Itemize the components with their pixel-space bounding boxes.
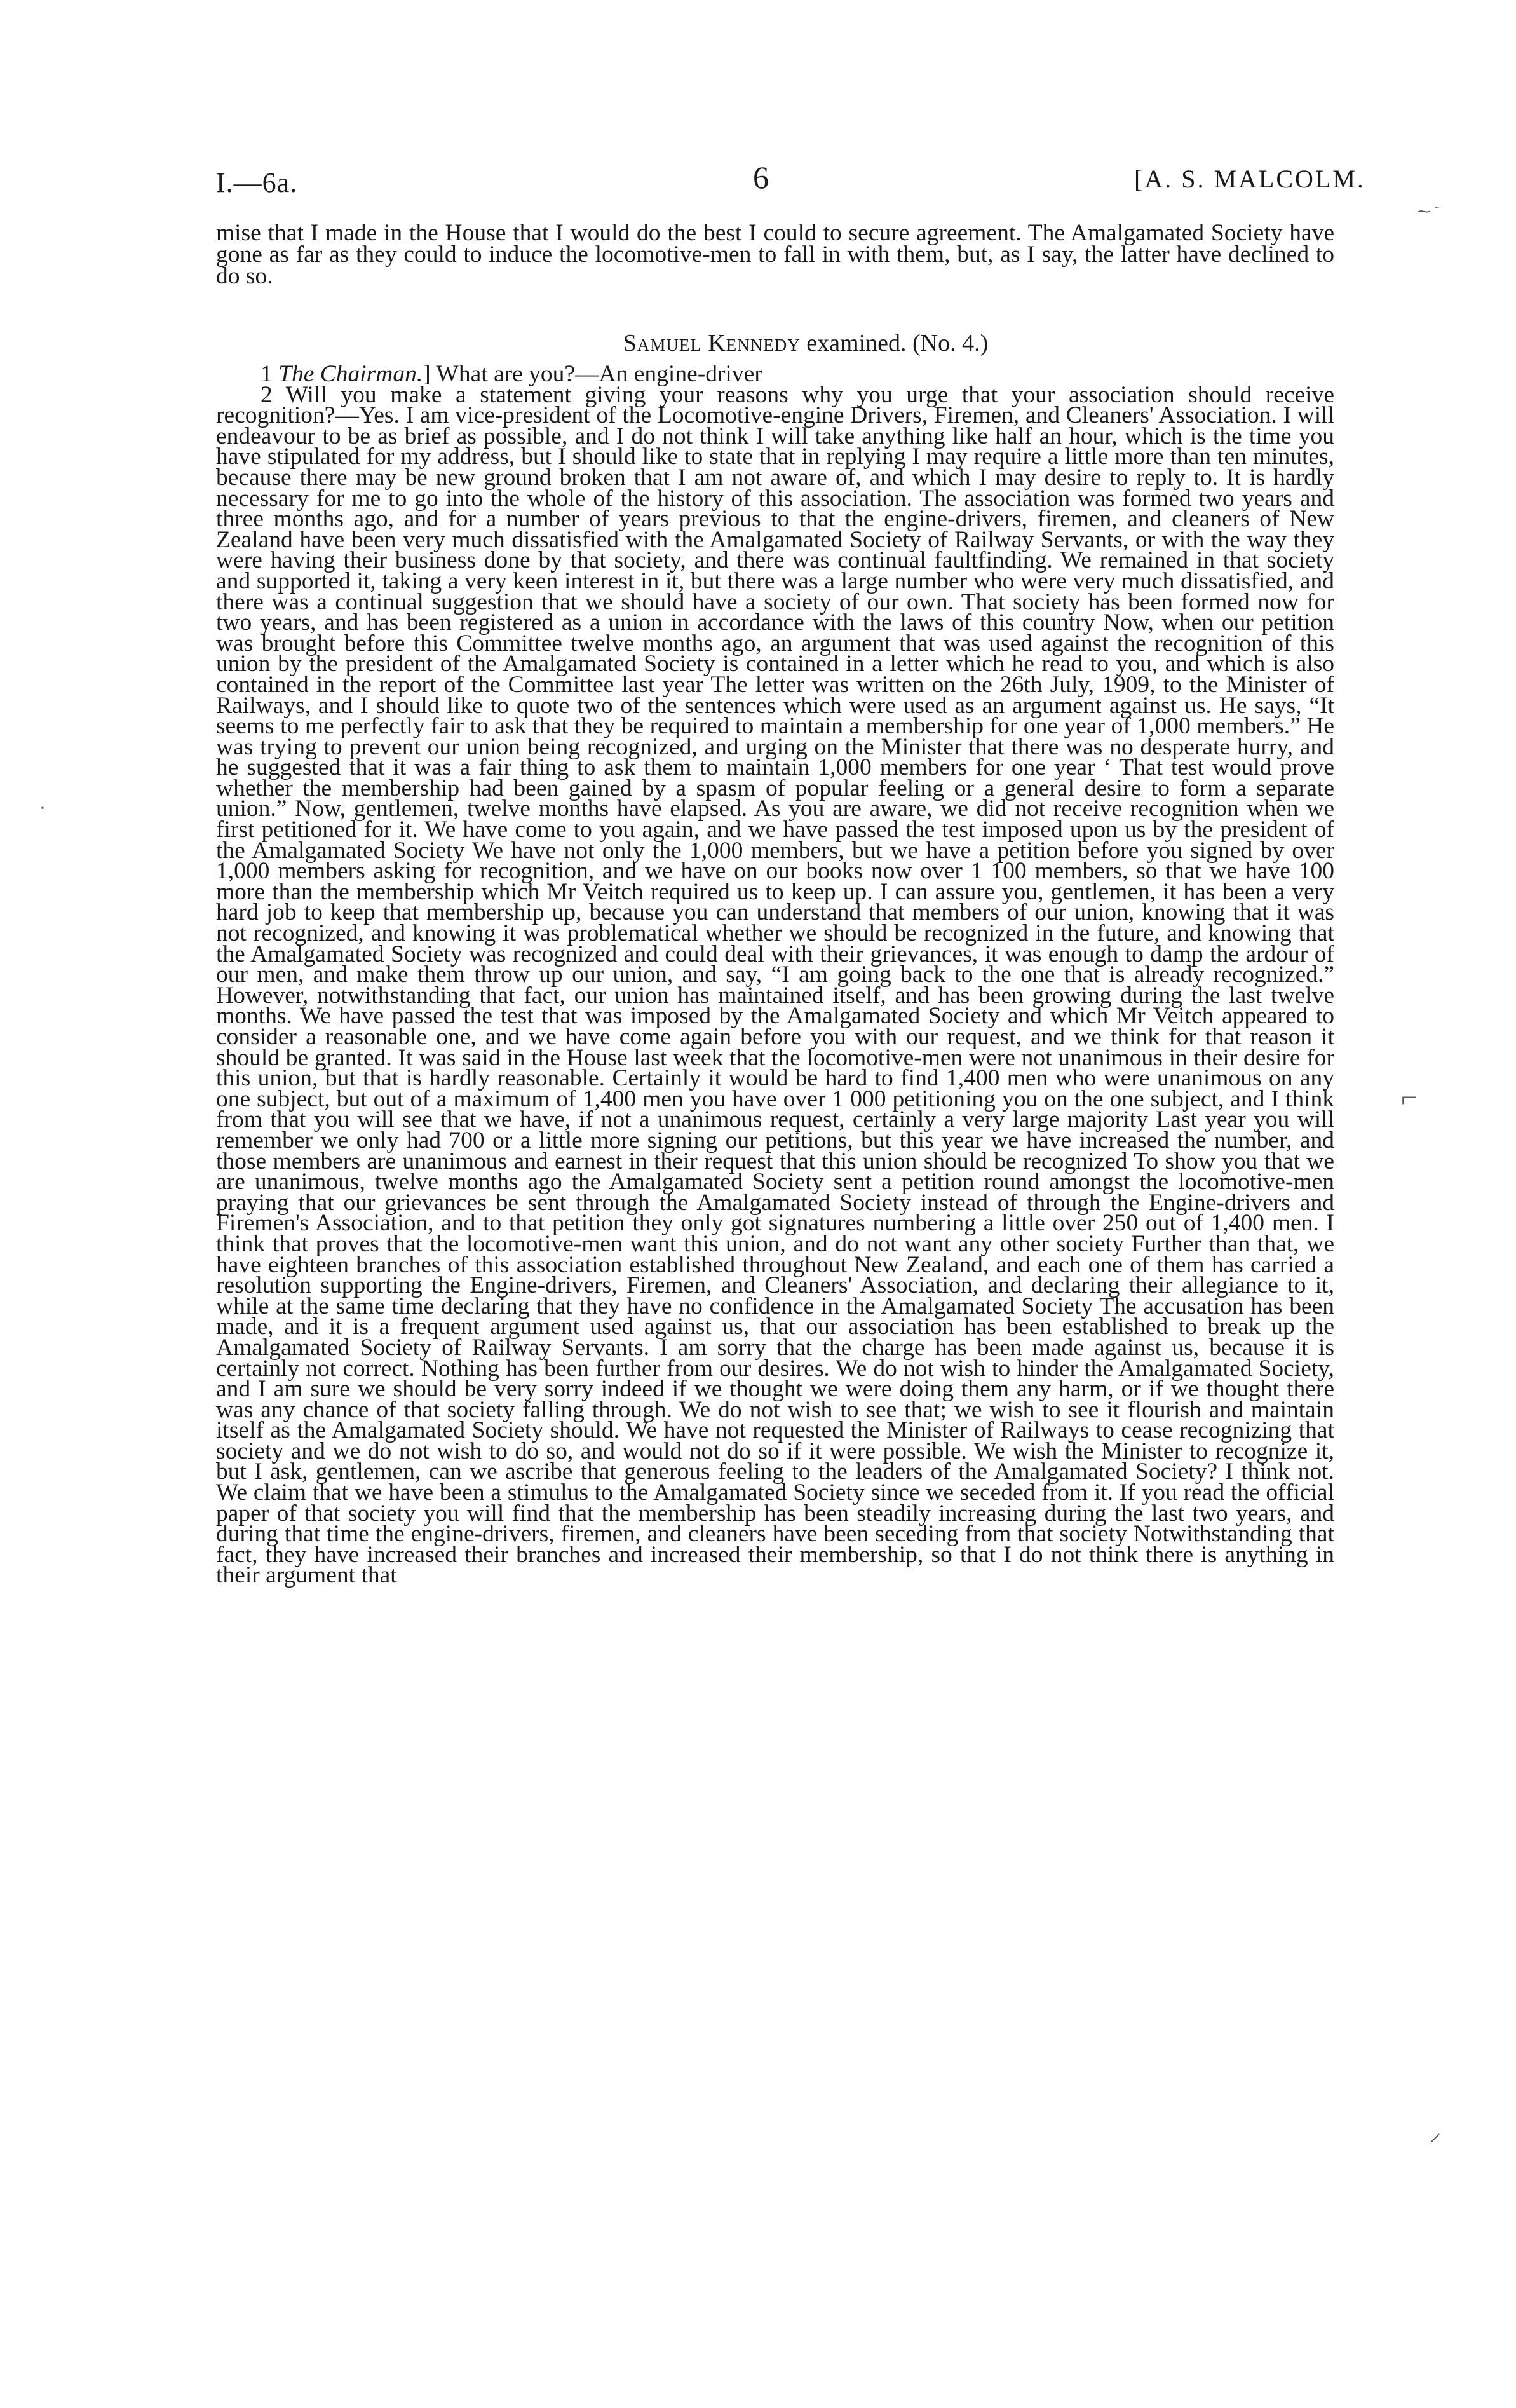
- question-number: 1: [261, 361, 273, 387]
- margin-scan-mark: ⌐: [1401, 1081, 1418, 1113]
- question-number: 2: [261, 381, 273, 408]
- question-2: [216, 381, 1334, 1589]
- speaker-label: The Chairman.: [278, 361, 423, 387]
- witness-running-head: [A. S. MALCOLM.: [1134, 165, 1365, 193]
- margin-scan-mark: ·: [39, 798, 46, 819]
- question-text: ] What are you?—An engine-driver: [423, 361, 762, 387]
- margin-scan-mark: ⁓ ˜: [1417, 203, 1439, 219]
- witness-heading: [0, 329, 1516, 357]
- question-text: Will you make a statement giving your reasons why you urge that your association should receive recognition?—Yes. I am vice-president of the Locomotive-engine Drivers, Firemen, and Cleaners' Association. I will endeavour to be as brief as possible, and I do not think I will take anything like half an hour, which is the time you have stipulated for my address, but I should like to state that in replying I may require a little more than ten minutes, because there may be new ground broken that I am not aware of, and which I may desire to reply to. It is hardly necessary for me to go into the whole of the history of this association. The association was formed two years and three months ago, and for a number of years previous to that the engine-drivers, firemen, and cleaners of New Zealand have been very much dissatisfied with the Amalgamated Society of Railway Servants, or with the way they were having their business done by that society, and there was continual faultfinding. We remained in that society and supported it, taking a very keen interest in it, but there was a large number who were very much dissatisfied, and there was a continual suggestion that we should have a society of our own. That society has been formed now for two years, and has been registered as a union in accordance with the laws of this country Now, when our petition was brought before this Committee twelve months ago, an argument that was used against the recognition of this union by the president of the Amalgamated Society is contained in a letter which he read to you, and which is also contained in the report of the Committee last year The letter was written on the 26th July, 1909, to the Minister of Railways, and I should like to quote two of the sentences which were used as an argument against us. He says, “It seems to me perfectly fair to ask that they be required to maintain a membership for one year of 1,000 members.” He was trying to prevent our union being recognized, and urging on the Minister that there was no desperate hurry, and he suggested that it was a fair thing to ask them to maintain 1,000 members for one year ‘ That test would prove whether the membership had been gained by a spasm of popular feeling or a general desire to form a separate union.” Now, gentlemen, twelve months have elapsed. As you are aware, we did not receive recognition when we first petitioned for it. We have come to you again, and we have passed the test imposed upon us by the president of the Amalgamated Society We have not only the 1,000 members, but we have a petition before you signed by over 1,000 members asking for recognition, and we have on our books now over 1 100 members, so that we have 100 more than the membership which Mr Veitch required us to keep up. I can assure you, gentlemen, it has been a very hard job to keep that membership up, because you can understand that members of our union, knowing that it was not recognized, and knowing it was problematical whether we should be recognized in the future, and knowing that the Amalgamated Society was recognized and could deal with their grievances, it was enough to damp the ardour of our men, and make them throw up our union, and say, “I am going back to the one that is already recognized.” However, notwithstanding that fact, our union has maintained itself, and has been growing during the last twelve months. We have passed the test that was imposed by the Amalgamated Society and which Mr Veitch appeared to consider a reasonable one, and we have come again before you with our request, and we think for that reason it should be granted. It was said in the House last week that the locomotive-men were not unanimous in their desire for this union, but that is hardly reasonable. Certainly it would be hard to find 1,400 men who were unanimous on any one subject, but out of a maximum of 1,400 men you have over 1 000 petitioning you on the one subject, and I think from that you will see that we have, if not a unanimous request, certainly a very large majority Last year you will remember we only had 700 or a little more signing our petitions, but this year we have increased the number, and those members are unanimous and earnest in their request that this union should be recognized To show you that we are unanimous, twelve months ago the Amalgamated Society sent a petition round amongst the locomotive-men praying that our grievances be sent through the Amalgamated Society instead of through the Engine-drivers and Firemen's Association, and to that petition they only got signatures numbering a little over 250 out of 1,400 men. I think that proves that the locomotive-men want this union, and do not want any other society Further than that, we have eighteen branches of this association established throughout New Zealand, and each one of them has carried a resolution supporting the Engine-drivers, Firemen, and Cleaners' Association, and declaring their allegiance to it, while at the same time declaring that they have no confidence in the Amalgamated Society The accusation has been made, and it is a frequent argument used against us, that our association has been established to break up the Amalgamated Society of Railway Servants. I am sorry that the charge has been made against us, because it is certainly not correct. Nothing has been further from our desires. We do not wish to hinder the Amalgamated Society, and I am sure we should be very sorry indeed if we thought we were doing them any harm, or if we thought there was any chance of that society falling through. We do not wish to see that; we wish to see it flourish and maintain itself as the Amalgamated Society should. We have not requested the Minister of Railways to cease recognizing that society and we do not wish to do so, and would not do so if it were possible. We wish the Minister to recognize it, but I ask, gentlemen, can we ascribe that generous feeling to the leaders of the Amalgamated Society? I think not. We claim that we have been a stimulus to the Amalgamated Society since we seceded from it. If you read the official paper of that society you will find that the membership has been steadily increasing during the last two years, and during that time the engine-drivers, firemen, and cleaners have been seceding from that society Notwithstanding that fact, they have increased their branches and increased their membership, so that I do not think there is anything in their argument that: [216, 381, 1334, 1589]
- parliamentary-paper-reference: I.—6a.: [216, 167, 298, 198]
- intro-text: mise that I made in the House that I would do the best I could to secure agreement. The Amalgamated Society have gone as far as they could to induce the locomotive-men to fall in with them, but, as I say, the latter have declined to do so.: [216, 220, 1334, 289]
- page-number: 6: [753, 160, 769, 195]
- continued-paragraph: [216, 222, 1334, 287]
- examination-body: [216, 361, 1334, 1589]
- margin-scan-mark: ⸝: [1430, 2120, 1441, 2146]
- witness-heading-suffix: examined. (No. 4.): [800, 330, 989, 357]
- witness-name: Samuel Kennedy: [623, 330, 801, 357]
